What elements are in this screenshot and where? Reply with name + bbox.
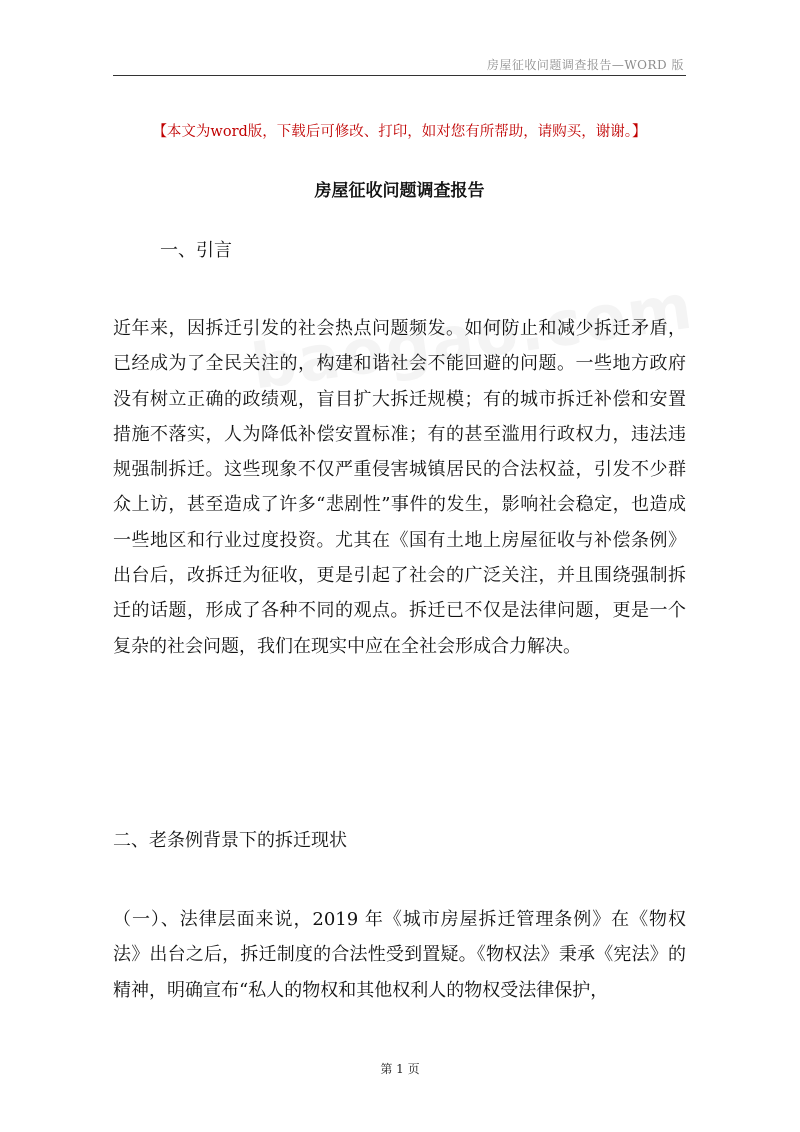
page-number: 第 1 页 xyxy=(380,1062,420,1076)
legal-level-paragraph: （一）、法律层面来说，2019 年《城市房屋拆迁管理条例》在《物权法》出台之后，拆迁制度的合法性受到置疑。《物权法》秉承《宪法》的精神，明确宣布“私人的物权和其他权利人的物权受法律保护， xyxy=(113,909,686,1001)
section-heading-introduction: 一、引言 xyxy=(160,240,232,261)
header-divider xyxy=(113,75,686,76)
document-title: 房屋征收问题调查报告 xyxy=(314,181,485,201)
download-notice: 【本文为word版，下载后可修改、打印，如对您有所帮助，请购买，谢谢。】 xyxy=(152,124,647,140)
introduction-paragraph: 近年来，因拆迁引发的社会热点问题频发。如何防止和减少拆迁矛盾，已经成为了全民关注的，构建和谐社会不能回避的问题。一些地方政府没有树立正确的政绩观，盲目扩大拆迁规模；有的城市拆迁补偿和安置措施不落实，人为降低补偿安置标准；有的甚至滥用行政权力，违法违规强制拆迁。这些现象不仅严重侵害城镇居民的合法权益，引发不少群众上访，甚至造成了许多“悲剧性”事件的发生，影响社会稳定，也造成一些地区和行业过度投资。尤其在《国有土地上房屋征收与补偿条例》出台后，改拆迁为征收，更是引起了社会的广泛关注，并且围绕强制拆迁的话题，形成了各种不同的观点。拆迁已不仅是法律问题，更是一个复杂的社会问题，我们在现实中应在全社会形成合力解决。 xyxy=(113,318,686,657)
running-header-title: 房屋征收问题调查报告—WORD 版 xyxy=(486,58,684,72)
section-heading-status: 二、老条例背景下的拆迁现状 xyxy=(113,830,347,851)
